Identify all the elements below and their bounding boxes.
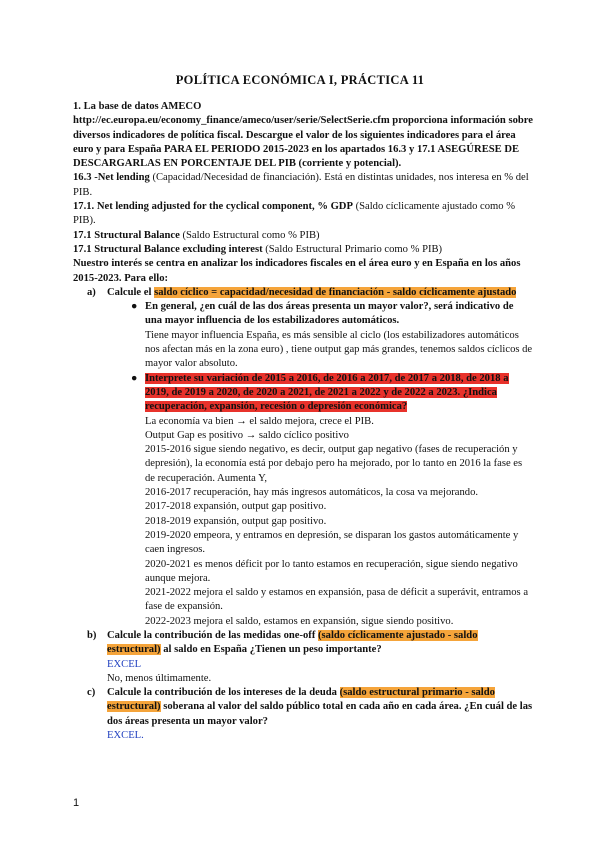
question-a: a) Calcule el saldo cíclico = capacidad/necesidad de financiación - saldo cíclicamente ajustado [73, 286, 533, 300]
bullet-2 [73, 372, 533, 415]
answer-line: 2018-2019 expansión, output gap positivo. [145, 515, 327, 527]
answer-line: 2017-2018 expansión, output gap positivo. [145, 501, 327, 513]
bullet-1 [73, 300, 533, 329]
highlight-intereses: (saldo estructural primario - saldo estructural) [107, 687, 495, 713]
bullet-dot: ● [131, 301, 138, 313]
highlight-saldo-ciclico: saldo cíclico = capacidad/necesidad de financiación - saldo cíclicamente ajustado [154, 286, 517, 298]
question-b-marker: b) [87, 629, 97, 641]
indicator-structural-primary: 17.1 Structural Balance excluding interest (Saldo Estructural Primario como % PIB) [73, 243, 443, 255]
answer-line: 2022-2023 mejora el saldo, estamos en expansión, sigue siendo positivo. [145, 615, 454, 627]
document-body [73, 100, 533, 743]
answer-line: La economía va bien → el saldo mejora, crece el PIB. [145, 415, 374, 427]
focus-paragraph: Nuestro interés se centra en analizar los indicadores fiscales en el área euro y en España en los años 2015-2023. Para ello: [73, 258, 521, 284]
bullet-1-answer: Tiene mayor influencia España, es más sensible al ciclo (los estabilizadores automáticos nos afectan más en la zona euro) , tiene output gap más grandes, tenemos saldos cíclicos de mayor valor absoluto. [145, 329, 533, 370]
bullet-2-question: Interprete su variación de 2015 a 2016, de 2016 a 2017, de 2017 a 2018, de 2018 a 2019, de 2019 a 2020, de 2020 a 2021, de 2021 a 2022 y de 2022 a 2023. ¿Indica recuperación, expansión, recesión o depresión económica? [145, 372, 509, 413]
section-heading: 1. La base de datos AMECO [73, 101, 202, 112]
excel-reference-c: EXCEL. [107, 730, 144, 742]
answer-b: No, menos últimamente. [107, 672, 212, 684]
answer-line: 2020-2021 es menos déficit por lo tanto estamos en recuperación, sigue siendo negativo aunque mejora. [145, 558, 518, 584]
question-a-marker: a) [87, 286, 96, 298]
intro-paragraph: http://ec.europa.eu/economy_finance/ameco/user/serie/SelectSerie.cfm proporciona información sobre diversos indicadores de política fiscal. Descargue el valor de los siguientes indicadores para el área euro y para España PARA EL PERIODO 2015-2023 en los apartados 16.3 y 17.1 ASEGÚRESE DE DESCARGARLAS EN PORCENTAJE DEL PIB (corriente y potencial). [73, 115, 533, 170]
page-title: POLÍTICA ECONÓMICA I, PRÁCTICA 11 [175, 73, 425, 87]
ameco-url[interactable]: http://ec.europa.eu/economy_finance/ameco/user/serie/SelectSerie.cfm [73, 115, 390, 127]
highlight-one-off: (saldo cíclicamente ajustado - saldo estructural) [107, 629, 478, 656]
answer-line: 2021-2022 mejora el saldo y estamos en expansión, pasa de déficit a superávit, entramos a fase de expansión. [145, 587, 529, 613]
indicator-cyclically-adjusted: 17.1. Net lending adjusted for the cyclical component, % GDP (Saldo cíclicamente ajustado como % PIB). [73, 201, 516, 227]
page-number: 1 [73, 797, 80, 809]
question-c: c) Calcule la contribución de los intereses de la deuda (saldo estructural primario - saldo estructural) soberana al valor del saldo público total en cada año en cada área. ¿En cuál de las dos áreas presenta un mayor valor? [87, 687, 533, 727]
indicator-net-lending: 16.3 -Net lending (Capacidad/Necesidad de financiación). Está en distintas unidades, nos interesa en % del PIB. [73, 172, 529, 198]
answer-line: Output Gap es positivo → saldo cíclico positivo [145, 429, 349, 441]
question-b: b) Calcule la contribución de las medidas one-off (saldo cíclicamente ajustado - saldo estructural) al saldo en España ¿Tienen un peso importante? [87, 629, 478, 656]
answer-lines [73, 415, 533, 629]
answer-line: 2016-2017 recuperación, hay más ingresos automáticos, la cosa va mejorando. [145, 487, 479, 499]
indicator-structural-balance: 17.1 Structural Balance (Saldo Estructural como % PIB) [73, 229, 320, 241]
question-c-marker: c) [87, 687, 96, 699]
excel-reference-b: EXCEL [107, 658, 142, 670]
bullet-dot: ● [131, 372, 138, 384]
answer-line: 2019-2020 empeora, y entramos en depresión, se disparan los gastos automáticamente y caen ingresos. [145, 529, 519, 556]
answer-line: 2015-2016 sigue siendo negativo, es decir, output gap negativo (fases de recuperación y depresión), la economía está por debajo pero ha mejorado, por lo tanto en 2016 la fase es de recuperación. Aumenta Y, [145, 444, 523, 484]
bullet-1-question: En general, ¿en cuál de las dos áreas presenta un mayor valor?, será indicativo de una mayor influencia de los estabilizadores automáticos. [145, 301, 514, 327]
